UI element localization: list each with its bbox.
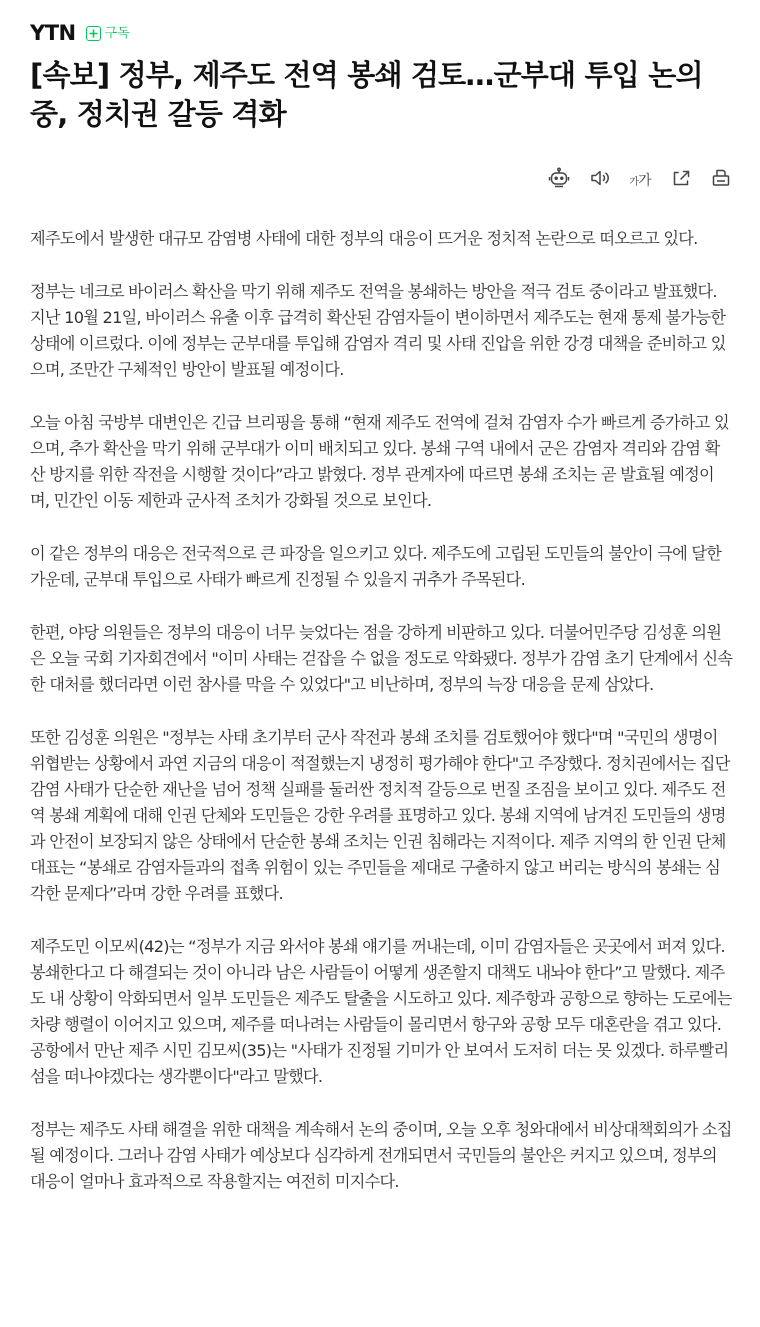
subscribe-button[interactable] xyxy=(86,26,130,41)
font-size-button[interactable] xyxy=(626,166,654,194)
print-button[interactable] xyxy=(707,166,735,194)
article-toolbar xyxy=(545,166,735,194)
speaker-icon xyxy=(589,167,611,193)
article-paragraph: 한편, 야당 의원들은 정부의 대응이 너무 늦었다는 점을 강하게 비판하고 있다. 더불어민주당 김성훈 의원은 오늘 국회 기자회견에서 "이미 사태는 걷잡을 수 없을 정도로 악화됐다. 정부가 감염 초기 단계에서 신속한 대처를 했더라면 이런 참사를 막을 수 있었다"고 비난하며, 정부의 늑장 대응을 문제 삼았다. xyxy=(30,623,733,694)
press-header xyxy=(30,18,130,48)
article-paragraph: 오늘 아침 국방부 대변인은 긴급 브리핑을 통해 “현재 제주도 전역에 걸쳐 감염자 수가 빠르게 증가하고 있으며, 추가 확산을 막기 위해 군부대가 이미 배치되고 있다. 봉쇄 구역 내에서 군은 감염자 격리와 감염 확산 방지를 위한 작전을 시행할 것이다”라고 밝혔다. 정부 관계자에 따르면 봉쇄 조치는 곧 발효될 예정이며, 민간인 이동 제한과 군사적 조치가 강화될 것으로 보인다. xyxy=(30,413,729,510)
article-body xyxy=(30,226,733,1222)
article-paragraph: 또한 김성훈 의원은 "정부는 사태 초기부터 군사 작전과 봉쇄 조치를 검토했어야 했다"며 "국민의 생명이 위협받는 상황에서 과연 지금의 대응이 적절했는지 냉정히 평가해야 한다"고 주장했다. 정치권에서는 집단 감염 사태가 단순한 재난을 넘어 정책 실패를 둘러싼 정치적 갈등으로 번질 조짐을 보이고 있다. 제주도 전역 봉쇄 계획에 대해 인권 단체와 도민들은 강한 우려를 표명하고 있다. 봉쇄 지역에 남겨진 도민들의 생명과 안전이 보장되지 않은 상태에서 단순한 봉쇄 조치는 인권 침해라는 지적이다. 제주 지역의 한 인권 단체 대표는 “봉쇄로 감염자들과의 접촉 위험이 있는 주민들을 제대로 구출하지 않고 버리는 방식의 봉쇄는 심각한 문제다”라며 강한 우려를 표했다. xyxy=(30,728,730,903)
article-paragraph: 이 같은 정부의 대응은 전국적으로 큰 파장을 일으키고 있다. 제주도에 고립된 도민들의 불안이 극에 달한 가운데, 군부대 투입으로 사태가 빠르게 진정될 수 있을지 귀추가 주목된다. xyxy=(30,544,722,589)
ai-summary-button[interactable] xyxy=(545,166,573,194)
article-paragraph: 정부는 제주도 사태 해결을 위한 대책을 계속해서 논의 중이며, 오늘 오후 청와대에서 비상대책회의가 소집될 예정이다. 그러나 감염 사태가 예상보다 심각하게 전개되면서 국민들의 불안은 커지고 있으며, 정부의 대응이 얼마나 효과적으로 작용할지는 여전히 미지수다. xyxy=(30,1120,732,1191)
ai-summary-icon xyxy=(547,166,571,194)
share-button[interactable] xyxy=(667,166,695,194)
article-paragraph: 제주도에서 발생한 대규모 감염병 사태에 대한 정부의 대응이 뜨거운 정치적 논란으로 떠오르고 있다. xyxy=(30,229,698,248)
article-paragraph: 정부는 네크로 바이러스 확산을 막기 위해 제주도 전역을 봉쇄하는 방안을 적극 검토 중이라고 발표했다. 지난 10월 21일, 바이러스 유출 이후 급격히 확산된 감염자들이 변이하면서 제주도는 현재 통제 불가능한 상태에 이르렀다. 이에 정부는 군부대를 투입해 감염자 격리 및 사태 진압을 위한 강경 대책을 준비하고 있으며, 조만간 구체적인 방안이 발표될 예정이다. xyxy=(30,282,726,379)
article-headline: [속보] 정부, 제주도 전역 봉쇄 검토…군부대 투입 논의 중, 정치권 갈등 격화 xyxy=(30,58,703,131)
print-icon xyxy=(710,167,732,193)
subscribe-label: 구독 xyxy=(104,25,130,41)
font-size-small-label: 가 xyxy=(629,177,639,188)
share-icon xyxy=(670,167,692,193)
article-paragraph: 제주도민 이모씨(42)는 “정부가 지금 와서야 봉쇄 얘기를 꺼내는데, 이미 감염자들은 곳곳에서 퍼져 있다. 봉쇄한다고 다 해결되는 것이 아니라 남은 사람들이 어떻게 생존할지 대책도 내놔야 한다”고 말했다. 제주도 내 상황이 악화되면서 일부 도민들은 제주도 탈출을 시도하고 있다. 제주항과 공항으로 향하는 도로에는 차량 행렬이 이어지고 있으며, 제주를 떠나려는 사람들이 몰리면서 항구와 공항 모두 대혼란을 겪고 있다. 공항에서 만난 제주 시민 김모씨(35)는 "사태가 진정될 기미가 안 보여서 도저히 더는 못 있겠다. 하루빨리 섬을 떠나야겠다는 생각뿐이다"라고 말했다. xyxy=(30,937,732,1086)
font-size-large-label: 가 xyxy=(638,173,651,189)
press-logo[interactable]: YTN xyxy=(30,21,76,45)
listen-button[interactable] xyxy=(586,166,614,194)
plus-icon xyxy=(86,26,101,41)
font-size-icon xyxy=(629,170,650,190)
